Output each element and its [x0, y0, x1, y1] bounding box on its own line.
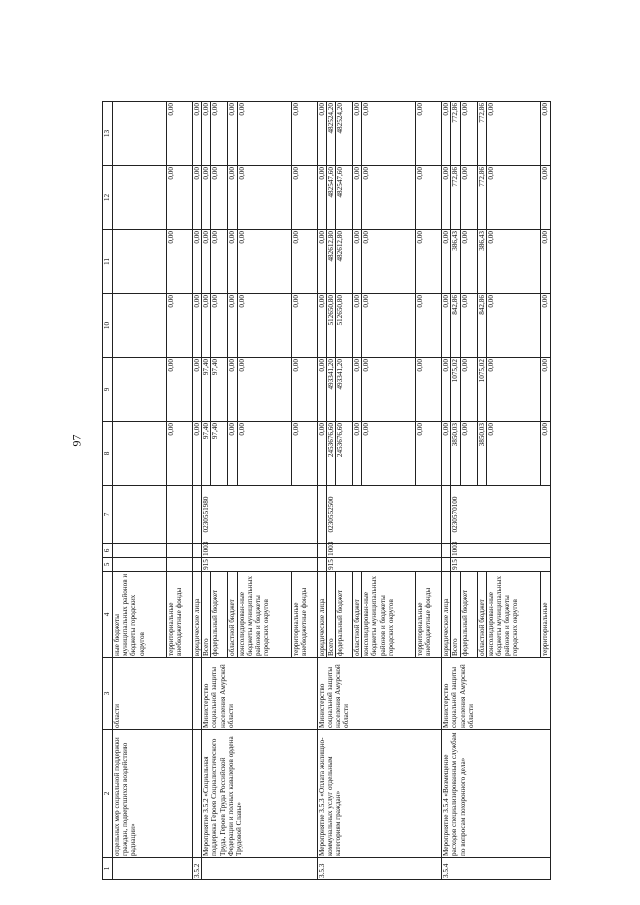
funding-source-cell: Всего: [326, 572, 335, 658]
value-cell: 482547,60: [336, 166, 353, 230]
value-cell: 0,00: [317, 230, 326, 294]
value-cell: 0,00: [167, 358, 193, 422]
value-cell: 0,00: [317, 102, 326, 166]
value-cell: 2453676,60: [336, 422, 353, 486]
column-number: 9: [103, 358, 113, 422]
measure-name-cell: Мероприятие 3.5.3 «Оплата жилищно-коммунальных услуг отдельным категориям граждан»: [317, 730, 442, 858]
value-cell: 0,00: [362, 166, 416, 230]
value-cell: 0,00: [237, 358, 291, 422]
column-number: 5: [103, 558, 113, 572]
executor-cell: [193, 658, 202, 730]
value-cell: 3850,03: [477, 422, 486, 486]
value-cell: 0,00: [167, 294, 193, 358]
value-cell: 512650,80: [336, 294, 353, 358]
value-cell: 0,00: [193, 102, 202, 166]
value-cell: 97,40: [202, 358, 211, 422]
value-cell: 0,00: [228, 358, 237, 422]
grbs-cell: 915: [326, 558, 441, 572]
value-cell: 0,00: [193, 294, 202, 358]
value-cell: 0,00: [202, 230, 211, 294]
value-cell: 0,00: [353, 230, 362, 294]
value-cell: 0,00: [211, 294, 228, 358]
measure-name-cell: Мероприятие 3.5.2 «Социальная поддержка Героев Социалистического Труда, Героев Труда Российской Федерации и полных кавалеров ордена Трудовой Славы»: [202, 730, 317, 858]
rz-cell: [317, 544, 326, 558]
value-cell: 0,00: [460, 102, 477, 166]
value-cell: 0,00: [416, 422, 442, 486]
value-cell: 0,00: [237, 230, 291, 294]
rz-cell: [442, 544, 451, 558]
value-cell: 0,00: [193, 166, 202, 230]
value-cell: 0,00: [486, 230, 540, 294]
value-cell: 493341,20: [336, 358, 353, 422]
value-cell: 0,00: [540, 358, 550, 422]
funding-source-cell: федеральный бюджет: [211, 572, 228, 658]
table-row: [202, 102, 211, 880]
value-cell: 482547,60: [326, 166, 335, 230]
csr-cell: 0230551980: [202, 486, 317, 544]
table-viewport: [102, 102, 549, 880]
csr-cell: [113, 486, 167, 544]
rz-cell: [113, 544, 167, 558]
row-number-cell: 3.5.3: [317, 858, 442, 880]
column-number: 12: [103, 166, 113, 230]
value-cell: 1075,02: [477, 358, 486, 422]
value-cell: 0,00: [460, 166, 477, 230]
value-cell: 2453676,60: [326, 422, 335, 486]
value-cell: 0,00: [362, 422, 416, 486]
value-cell: 0,00: [228, 166, 237, 230]
table-row: [317, 102, 326, 880]
value-cell: 0,00: [362, 102, 416, 166]
column-number: 1: [103, 858, 113, 880]
value-cell: 482612,80: [326, 230, 335, 294]
value-cell: 0,00: [486, 102, 540, 166]
value-cell: 0,00: [193, 230, 202, 294]
value-cell: 97,40: [202, 422, 211, 486]
value-cell: 0,00: [442, 358, 451, 422]
value-cell: 0,00: [353, 166, 362, 230]
funding-source-cell: территориальные внебюджетные фонды: [167, 572, 193, 658]
row-number-cell: 3.5.2: [193, 858, 202, 880]
value-cell: 0,00: [237, 294, 291, 358]
column-number: 10: [103, 294, 113, 358]
value-cell: 3850,03: [451, 422, 460, 486]
column-number: 11: [103, 230, 113, 294]
value-cell: 0,00: [540, 102, 550, 166]
value-cell: 0,00: [291, 102, 317, 166]
value-cell: [113, 294, 167, 358]
grbs-cell: [193, 558, 202, 572]
value-cell: 482524,20: [336, 102, 353, 166]
value-cell: 0,00: [228, 230, 237, 294]
grbs-cell: [317, 558, 326, 572]
funding-source-cell: областной бюджет: [228, 572, 237, 658]
value-cell: [113, 230, 167, 294]
funding-source-cell: федеральный бюджет: [460, 572, 477, 658]
rz-cell: [167, 544, 193, 558]
value-cell: 0,00: [167, 422, 193, 486]
csr-cell: 0230552500: [326, 486, 441, 544]
value-cell: 0,00: [202, 102, 211, 166]
value-cell: 0,00: [486, 166, 540, 230]
column-number: 4: [103, 572, 113, 658]
value-cell: 0,00: [540, 230, 550, 294]
value-cell: 0,00: [486, 358, 540, 422]
funding-source-cell: юридические лица: [193, 572, 202, 658]
value-cell: 0,00: [540, 166, 550, 230]
value-cell: 772,86: [477, 166, 486, 230]
csr-cell: [193, 486, 202, 544]
value-cell: 0,00: [353, 358, 362, 422]
value-cell: 386,43: [451, 230, 460, 294]
funding-source-cell: территориальные внебюджетные фонды: [291, 572, 317, 658]
row-number-cell: [113, 858, 193, 880]
value-cell: 0,00: [540, 294, 550, 358]
column-number: 2: [103, 730, 113, 858]
value-cell: 0,00: [167, 166, 193, 230]
value-cell: 0,00: [353, 102, 362, 166]
value-cell: 0,00: [237, 166, 291, 230]
funding-source-cell: консолидирован-ные бюджеты муниципальных районов и бюджеты городских округов: [486, 572, 540, 658]
table-row: [113, 102, 167, 880]
value-cell: 482524,20: [326, 102, 335, 166]
value-cell: 0,00: [416, 294, 442, 358]
page-number: 97: [69, 434, 84, 447]
rz-cell: 1003: [451, 544, 550, 558]
value-cell: 0,00: [362, 294, 416, 358]
budget-table: [102, 101, 551, 880]
table-row: [442, 102, 451, 880]
funding-source-cell: федеральный бюджет: [336, 572, 353, 658]
value-cell: 0,00: [211, 102, 228, 166]
column-number: 7: [103, 486, 113, 544]
value-cell: 0,00: [237, 422, 291, 486]
value-cell: 0,00: [202, 294, 211, 358]
value-cell: 0,00: [486, 294, 540, 358]
value-cell: 0,00: [486, 422, 540, 486]
value-cell: 0,00: [228, 422, 237, 486]
value-cell: [113, 422, 167, 486]
value-cell: 482612,80: [336, 230, 353, 294]
funding-source-cell: юридические лица: [317, 572, 326, 658]
funding-source-cell: Всего: [451, 572, 460, 658]
value-cell: 0,00: [291, 294, 317, 358]
funding-source-cell: юридические лица: [442, 572, 451, 658]
measure-name-cell: [193, 730, 202, 858]
column-number: 3: [103, 658, 113, 730]
value-cell: 842,86: [477, 294, 486, 358]
value-cell: 0,00: [442, 230, 451, 294]
value-cell: 0,00: [416, 230, 442, 294]
funding-source-cell: ные бюджеты муниципальных районов и бюджеты городских округов: [113, 572, 167, 658]
grbs-cell: [167, 558, 193, 572]
value-cell: 97,40: [211, 358, 228, 422]
column-number: 6: [103, 544, 113, 558]
value-cell: 0,00: [317, 358, 326, 422]
value-cell: 0,00: [193, 358, 202, 422]
value-cell: 0,00: [167, 230, 193, 294]
value-cell: 772,86: [477, 102, 486, 166]
csr-cell: [317, 486, 326, 544]
funding-source-cell: областной бюджет: [353, 572, 362, 658]
grbs-cell: 915: [202, 558, 317, 572]
funding-source-cell: областной бюджет: [477, 572, 486, 658]
value-cell: 0,00: [291, 422, 317, 486]
value-cell: 0,00: [460, 230, 477, 294]
csr-cell: [167, 486, 193, 544]
value-cell: [113, 102, 167, 166]
executor-cell: Министерство социальной защиты населения Амурской области: [442, 658, 551, 730]
grbs-cell: 915: [451, 558, 550, 572]
value-cell: 493341,20: [326, 358, 335, 422]
value-cell: 842,86: [451, 294, 460, 358]
value-cell: 0,00: [442, 166, 451, 230]
value-cell: 97,40: [211, 422, 228, 486]
column-number: 8: [103, 422, 113, 486]
value-cell: 512650,80: [326, 294, 335, 358]
value-cell: 0,00: [540, 422, 550, 486]
value-cell: [113, 166, 167, 230]
value-cell: 0,00: [228, 102, 237, 166]
row-number-cell: 3.5.4: [442, 858, 551, 880]
value-cell: 0,00: [353, 294, 362, 358]
executor-cell: области: [113, 658, 193, 730]
column-number: 13: [103, 102, 113, 166]
value-cell: [113, 358, 167, 422]
value-cell: 0,00: [442, 422, 451, 486]
value-cell: 0,00: [167, 102, 193, 166]
value-cell: 0,00: [416, 166, 442, 230]
value-cell: 0,00: [317, 294, 326, 358]
rz-cell: 1003: [326, 544, 441, 558]
value-cell: 0,00: [317, 422, 326, 486]
executor-cell: Министерство социальной защиты населения Амурской области: [202, 658, 317, 730]
value-cell: 0,00: [416, 102, 442, 166]
funding-source-cell: консолидирован-ные бюджеты муниципальных районов и бюджеты городских округов: [362, 572, 416, 658]
value-cell: 0,00: [317, 166, 326, 230]
value-cell: 0,00: [442, 102, 451, 166]
value-cell: 0,00: [362, 358, 416, 422]
value-cell: 772,86: [451, 102, 460, 166]
value-cell: 0,00: [211, 166, 228, 230]
value-cell: 0,00: [211, 230, 228, 294]
value-cell: 0,00: [460, 358, 477, 422]
rotated-table-container: [102, 102, 549, 880]
csr-cell: [442, 486, 451, 544]
funding-source-cell: консолидирован-ные бюджеты муниципальных районов и бюджеты городских округов: [237, 572, 291, 658]
rz-cell: 1003: [202, 544, 317, 558]
value-cell: 0,00: [460, 422, 477, 486]
rz-cell: [193, 544, 202, 558]
grbs-cell: [442, 558, 451, 572]
grbs-cell: [113, 558, 167, 572]
value-cell: 0,00: [291, 358, 317, 422]
value-cell: 386,43: [477, 230, 486, 294]
value-cell: 0,00: [442, 294, 451, 358]
funding-source-cell: Всего: [202, 572, 211, 658]
value-cell: 0,00: [237, 102, 291, 166]
value-cell: 0,00: [202, 166, 211, 230]
value-cell: 0,00: [460, 294, 477, 358]
value-cell: 0,00: [362, 230, 416, 294]
funding-source-cell: территориальные: [540, 572, 550, 658]
row-number-cell: [202, 858, 317, 880]
measure-name-cell: отдельных мер социальной поддержки граждан, подвергшихся воздействию радиации»: [113, 730, 193, 858]
table-row: [193, 102, 202, 880]
value-cell: 0,00: [353, 422, 362, 486]
value-cell: 0,00: [291, 230, 317, 294]
value-cell: 0,00: [416, 358, 442, 422]
funding-source-cell: территориальные внебюджетные фонды: [416, 572, 442, 658]
csr-cell: 0230570100: [451, 486, 550, 544]
value-cell: 1075,02: [451, 358, 460, 422]
value-cell: 772,86: [451, 166, 460, 230]
value-cell: 0,00: [228, 294, 237, 358]
value-cell: 0,00: [291, 166, 317, 230]
value-cell: 0,00: [193, 422, 202, 486]
column-number-row: [103, 102, 113, 880]
executor-cell: Министерство социальной защиты населения Амурской области: [317, 658, 442, 730]
measure-name-cell: Мероприятие 3.5.4 «Возмещение расходов специализированным службам по вопросам похоронного дела»: [442, 730, 551, 858]
